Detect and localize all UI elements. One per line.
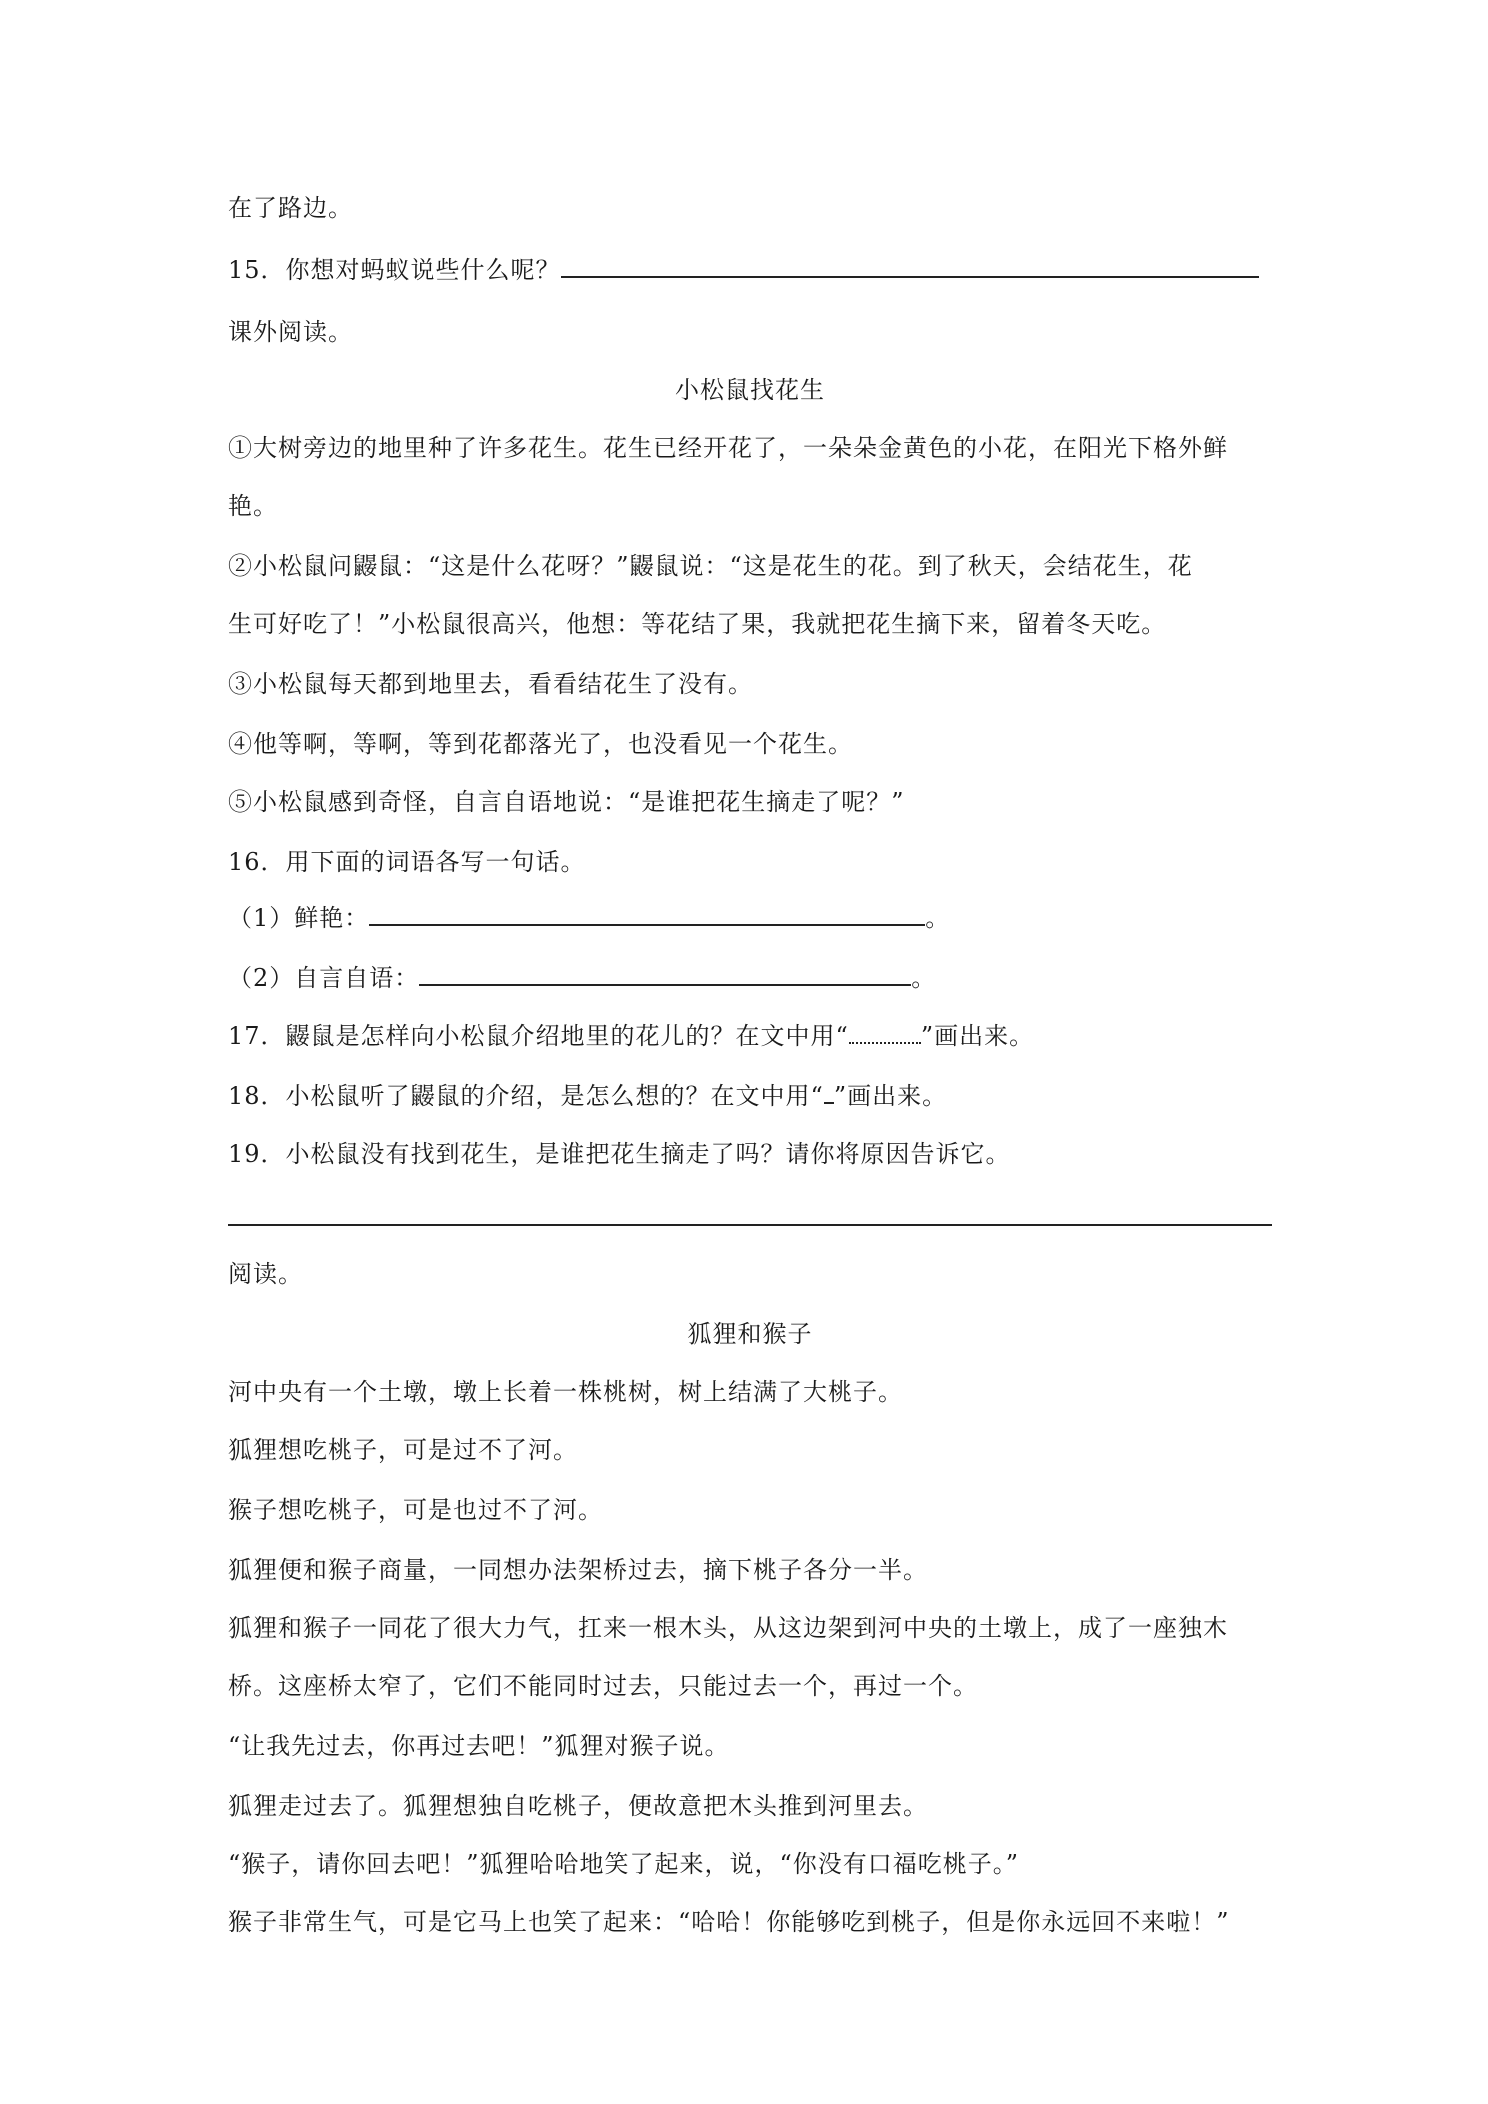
paragraph-line: 生可好吃了！”小松鼠很高兴，他想：等花结了果，我就把花生摘下来，留着冬天吃。 xyxy=(228,610,1167,638)
paragraph-line: 狐狸便和猴子商量，一同想办法架桥过去，摘下桃子各分一半。 xyxy=(228,1556,928,1584)
period: 。 xyxy=(925,904,951,932)
question-16-1 xyxy=(228,902,1272,934)
section-label: 阅读。 xyxy=(228,1260,303,1288)
answer-blank-16-1[interactable] xyxy=(369,902,925,926)
paragraph-line: ⑤小松鼠感到奇怪，自言自语地说：“是谁把花生摘走了呢？” xyxy=(228,788,905,816)
question-16-2-label: （2）自言自语： xyxy=(228,964,420,992)
question-16-2 xyxy=(228,962,1272,994)
paragraph-line: ③小松鼠每天都到地里去，看看结花生了没有。 xyxy=(228,670,753,698)
question-15 xyxy=(228,254,1272,286)
paragraph-line: 狐狸走过去了。狐狸想独自吃桃子，便故意把木头推到河里去。 xyxy=(228,1792,928,1820)
paragraph-line: “猴子，请你回去吧！”狐狸哈哈地笑了起来，说，“你没有口福吃桃子。” xyxy=(228,1850,1020,1878)
question-18-text: 18．小松鼠听了鼹鼠的介绍，是怎么想的？在文中用“ xyxy=(228,1082,824,1110)
paragraph-line: ②小松鼠问鼹鼠：“这是什么花呀？”鼹鼠说：“这是花生的花。到了秋天，会结花生，花 xyxy=(228,552,1193,580)
paragraph-line: 艳。 xyxy=(228,492,278,520)
question-17-suffix: ”画出来。 xyxy=(920,1022,1035,1050)
paragraph-line: 河中央有一个土墩，墩上长着一株桃树，树上结满了大桃子。 xyxy=(228,1378,903,1406)
question-18 xyxy=(228,1080,1272,1112)
paragraph-line: 狐狸和猴子一同花了很大力气，扛来一根木头，从这边架到河中央的土墩上，成了一座独木 xyxy=(228,1614,1228,1642)
period: 。 xyxy=(911,964,937,992)
question-15-text: 15．你想对蚂蚁说些什么呢？ xyxy=(228,256,561,284)
paragraph-line: 猴子非常生气，可是它马上也笑了起来：“哈哈！你能够吃到桃子，但是你永远回不来啦！” xyxy=(228,1908,1230,1936)
paragraph-line: ④他等啊，等啊，等到花都落光了，也没看见一个花生。 xyxy=(228,730,853,758)
answer-blank-16-2[interactable] xyxy=(419,962,911,986)
text-line: 在了路边。 xyxy=(228,194,353,222)
paragraph-line: “让我先过去，你再过去吧！”狐狸对猴子说。 xyxy=(228,1732,730,1760)
paragraph-line: 猴子想吃桃子，可是也过不了河。 xyxy=(228,1496,603,1524)
section-label: 课外阅读。 xyxy=(228,318,353,346)
question-17-text: 17．鼹鼠是怎样向小松鼠介绍地里的花儿的？在文中用“ xyxy=(228,1022,849,1050)
question-16-1-label: （1）鲜艳： xyxy=(228,904,370,932)
story-title: 小松鼠找花生 xyxy=(675,376,825,404)
question-18-suffix: ”画出来。 xyxy=(833,1082,948,1110)
question-17 xyxy=(228,1020,1272,1052)
answer-line-19[interactable] xyxy=(228,1224,1272,1226)
story-title: 狐狸和猴子 xyxy=(687,1320,813,1348)
wavy-line-mark xyxy=(849,1022,921,1044)
question-16: 16．用下面的词语各写一句话。 xyxy=(228,848,586,876)
answer-blank-15[interactable] xyxy=(561,254,1259,278)
paragraph-line: ①大树旁边的地里种了许多花生。花生已经开花了，一朵朵金黄色的小花，在阳光下格外鲜 xyxy=(228,434,1228,462)
paragraph-line: 桥。这座桥太窄了，它们不能同时过去，只能过去一个，再过一个。 xyxy=(228,1672,978,1700)
paragraph-line: 狐狸想吃桃子，可是过不了河。 xyxy=(228,1436,578,1464)
underline-mark xyxy=(824,1082,834,1104)
question-19: 19．小松鼠没有找到花生，是谁把花生摘走了吗？请你将原因告诉它。 xyxy=(228,1140,1011,1168)
